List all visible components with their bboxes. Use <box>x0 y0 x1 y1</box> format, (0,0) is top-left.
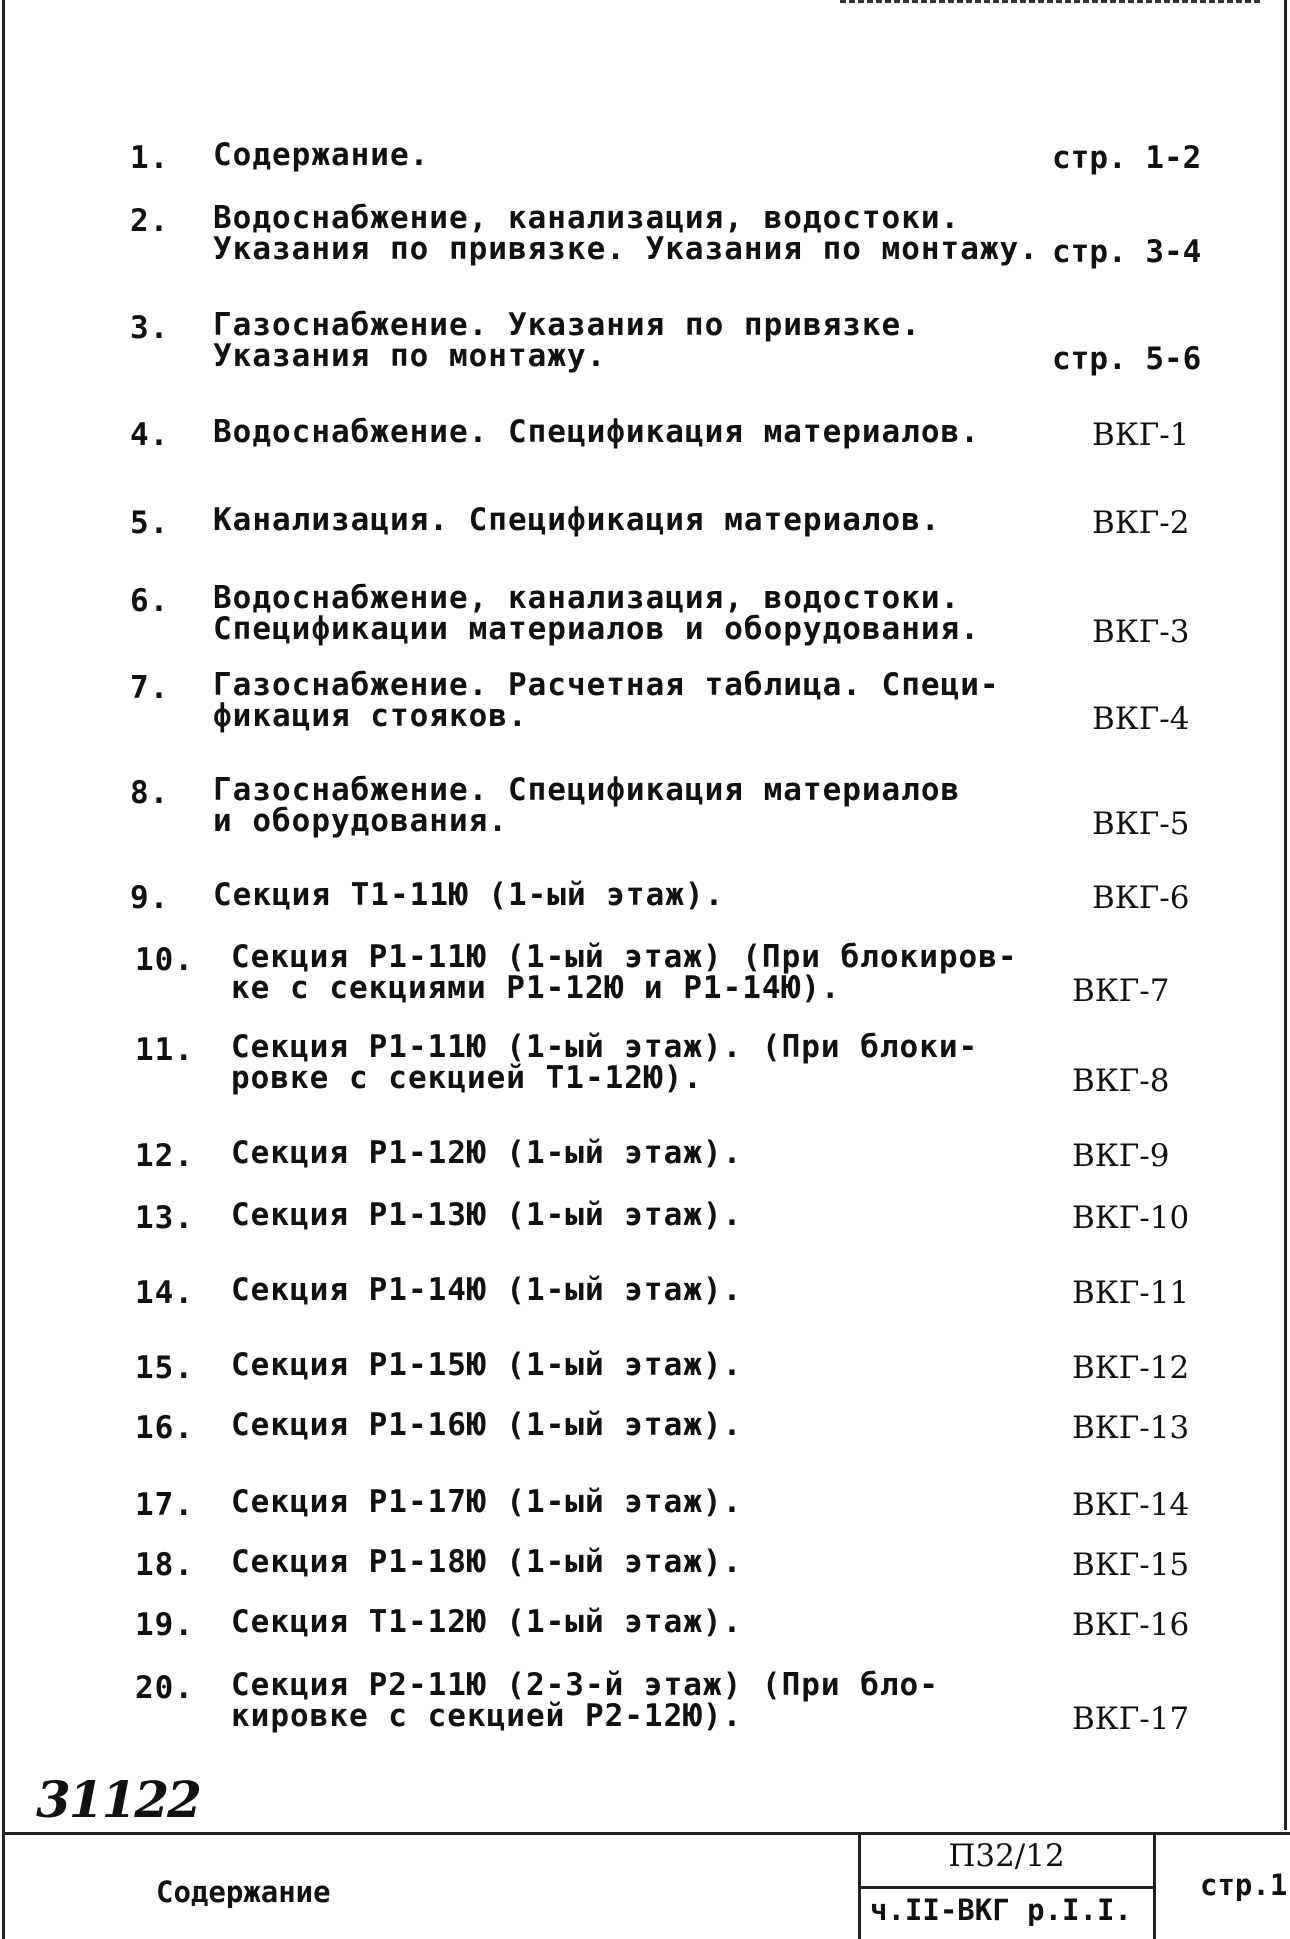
toc-entry-title-line: Водоснабжение, канализация, водостоки. <box>213 580 961 616</box>
toc-entry-page-ref: ВКГ-9 <box>1072 1138 1170 1174</box>
toc-entry-page-ref: ВКГ-16 <box>1072 1607 1190 1643</box>
toc-entry-number: 8. <box>130 775 170 811</box>
title-block-page-number: стр.1 <box>1200 1868 1288 1902</box>
toc-entry-title-line: Газоснабжение. Указания по привязке. <box>213 307 921 343</box>
toc-entry-title-line: Газоснабжение. Спецификация материалов <box>213 772 961 808</box>
toc-entry-number: 4. <box>130 417 170 453</box>
toc-entry-page-ref: ВКГ-5 <box>1092 806 1190 842</box>
toc-entry-title-line: Секция Р1-16Ю (1-ый этаж). <box>231 1407 743 1443</box>
title-block-document-title: Содержание <box>156 1875 331 1909</box>
toc-entry-title <box>231 1347 743 1383</box>
toc-entry-number: 16. <box>135 1410 194 1446</box>
toc-entry-title <box>213 502 941 538</box>
toc-entry-title <box>213 580 980 647</box>
toc-entry-number: 19. <box>135 1607 194 1643</box>
toc-entry-title <box>231 1544 743 1580</box>
toc-entry-title <box>231 1407 743 1443</box>
toc-entry-page-ref: ВКГ-13 <box>1072 1410 1190 1446</box>
toc-entry-title <box>213 877 725 913</box>
toc-entry-number: 20. <box>135 1670 194 1706</box>
toc-entry-title-line: ке с секциями Р1-12Ю и Р1-14Ю). <box>231 970 841 1006</box>
toc-entry-title <box>213 414 980 450</box>
toc-entry-title <box>231 1667 939 1734</box>
toc-entry-number: 2. <box>130 203 170 239</box>
toc-entry-title-line: ровке с секцией Т1-12Ю). <box>231 1060 703 1096</box>
toc-entry-page-ref: ВКГ-3 <box>1092 614 1190 650</box>
toc-entry-number: 5. <box>130 505 170 541</box>
title-block-project-code: П32/12 <box>948 1838 1065 1874</box>
toc-entry-title-line: Водоснабжение, канализация, водостоки. <box>213 200 961 236</box>
toc-entry-title <box>231 939 1018 1006</box>
toc-entry-title-line: Водоснабжение. Спецификация материалов. <box>213 414 980 450</box>
toc-entry-page-ref: ВКГ-11 <box>1072 1275 1190 1311</box>
toc-entry-page-ref: ВКГ-14 <box>1072 1487 1190 1523</box>
toc-entry-title-line: Секция Р1-17Ю (1-ый этаж). <box>231 1484 743 1520</box>
toc-entry-number: 3. <box>130 310 170 346</box>
handwritten-inventory-number: 31122 <box>36 1770 200 1829</box>
toc-entry-number: 6. <box>130 583 170 619</box>
toc-entry-number: 9. <box>130 880 170 916</box>
toc-entry-title-line: кировке с секцией Р2-12Ю). <box>231 1698 743 1734</box>
toc-entry-title-line: Газоснабжение. Расчетная таблица. Специ- <box>213 667 1000 703</box>
toc-entry-number: 18. <box>135 1547 194 1583</box>
toc-entry-title <box>231 1135 743 1171</box>
toc-entry-title <box>213 772 961 839</box>
toc-entry-page-ref: ВКГ-10 <box>1072 1200 1190 1236</box>
toc-entry-title <box>231 1484 743 1520</box>
toc-entry-title-line: Секция Р1-18Ю (1-ый этаж). <box>231 1544 743 1580</box>
toc-entry-number: 1. <box>130 140 170 176</box>
toc-entry-page-ref: ВКГ-17 <box>1072 1701 1190 1737</box>
toc-entry-number: 13. <box>135 1200 194 1236</box>
toc-entry-page-ref: ВКГ-2 <box>1092 505 1190 541</box>
toc-entry-page-ref: ВКГ-4 <box>1092 701 1190 737</box>
toc-entry-title-line: Секция Р1-13Ю (1-ый этаж). <box>231 1197 743 1233</box>
toc-entry-title <box>231 1197 743 1233</box>
toc-entry-title-line: Секция Р1-14Ю (1-ый этаж). <box>231 1272 743 1308</box>
toc-entry-title-line: Секция Р1-11Ю (1-ый этаж) (При блокиров- <box>231 939 1018 975</box>
toc-entry-page-ref: стр. 5-6 <box>1052 341 1202 377</box>
toc-entry-title-line: Указания по монтажу. <box>213 338 607 374</box>
toc-entry-title <box>213 137 430 173</box>
toc-entry-title <box>231 1029 979 1096</box>
toc-entry-title <box>213 307 921 374</box>
toc-entry-page-ref: ВКГ-6 <box>1092 880 1190 916</box>
title-block-divider-middle <box>858 1886 1156 1889</box>
toc-entry-title <box>213 667 1000 734</box>
toc-entry-number: 14. <box>135 1275 194 1311</box>
toc-entry-title-line: и оборудования. <box>213 803 508 839</box>
toc-entry-title-line: Указания по привязке. Указания по монтажу. <box>213 231 1039 267</box>
toc-entry-number: 11. <box>135 1032 194 1068</box>
toc-entry-title-line: Спецификации материалов и оборудования. <box>213 611 980 647</box>
toc-entry-title-line: Секция Р1-12Ю (1-ый этаж). <box>231 1135 743 1171</box>
title-block-top-line <box>2 1832 1290 1835</box>
toc-entry-page-ref: ВКГ-8 <box>1072 1063 1170 1099</box>
title-block-sheet-ref: ч.II-ВКГ р.I.I. <box>870 1893 1132 1927</box>
toc-entry-page-ref: ВКГ-12 <box>1072 1350 1190 1386</box>
toc-entry-title <box>231 1604 743 1640</box>
toc-entry-page-ref: ВКГ-7 <box>1072 973 1170 1009</box>
toc-entry-title-line: Канализация. Спецификация материалов. <box>213 502 941 538</box>
toc-entry-title-line: Содержание. <box>213 137 430 173</box>
toc-entry-number: 15. <box>135 1350 194 1386</box>
toc-entry-page-ref: ВКГ-15 <box>1072 1547 1190 1583</box>
toc-entry-page-ref: ВКГ-1 <box>1092 417 1190 453</box>
toc-entry-title <box>231 1272 743 1308</box>
toc-entry-title-line: Секция Т1-12Ю (1-ый этаж). <box>231 1604 743 1640</box>
toc-entry-number: 17. <box>135 1487 194 1523</box>
toc-entry-page-ref: стр. 1-2 <box>1052 140 1202 176</box>
toc-entry-number: 10. <box>135 942 194 978</box>
toc-entry-title-line: Секция Р2-11Ю (2-3-й этаж) (При бло- <box>231 1667 939 1703</box>
toc-entry-number: 12. <box>135 1138 194 1174</box>
toc-entry-title-line: Секция Р1-11Ю (1-ый этаж). (При блоки- <box>231 1029 979 1065</box>
toc-entry-title-line: Секция Т1-11Ю (1-ый этаж). <box>213 877 725 913</box>
toc-entry-title-line: Секция Р1-15Ю (1-ый этаж). <box>231 1347 743 1383</box>
toc-entry-page-ref: стр. 3-4 <box>1052 234 1202 270</box>
toc-entry-number: 7. <box>130 670 170 706</box>
toc-entry-title-line: фикация стояков. <box>213 698 528 734</box>
toc-entry-title <box>213 200 1039 267</box>
